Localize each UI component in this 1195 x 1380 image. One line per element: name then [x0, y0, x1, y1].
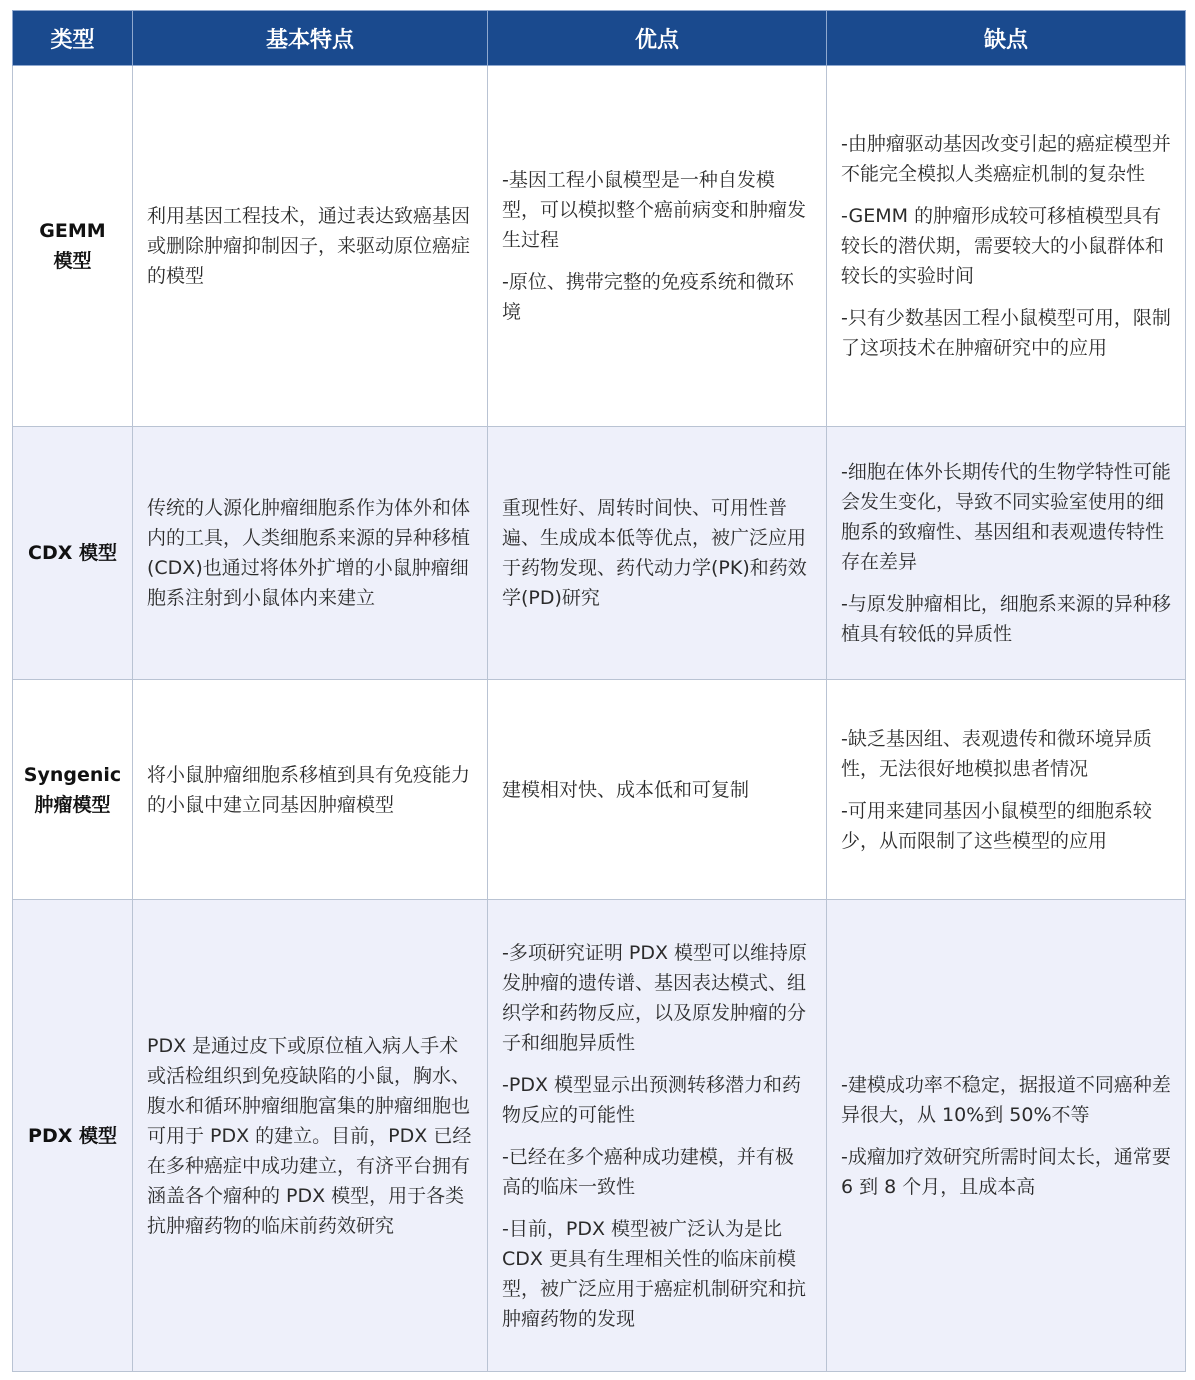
header-pros: 优点: [488, 11, 827, 66]
pro-item: -原位、携带完整的免疫系统和微环境: [502, 271, 794, 323]
con-item: -GEMM 的肿瘤形成较可移植模型具有较长的潜伏期，需要较大的小鼠群体和较长的实验时间: [841, 205, 1165, 287]
cell-pros: [488, 427, 827, 680]
cell-type: CDX 模型: [13, 427, 133, 680]
con-item: -缺乏基因组、表观遗传和微环境异质性，无法很好地模拟患者情况: [841, 727, 1152, 780]
cell-cons: [827, 680, 1186, 900]
con-item: -细胞在体外长期传代的生物学特性可能会发生变化，导致不同实验室使用的细胞系的致瘤性、基因组和表观遗传特性存在差异: [841, 461, 1171, 573]
table-row-syngenic: [13, 680, 1186, 900]
table-row-gemm: [13, 66, 1186, 427]
type-label: Syngenic 肿瘤模型: [23, 763, 122, 816]
cell-basic: [133, 900, 488, 1372]
basic-text: 将小鼠肿瘤细胞系移植到具有免疫能力的小鼠中建立同基因肿瘤模型: [147, 763, 471, 816]
con-item: -可用来建同基因小鼠模型的细胞系较少，从而限制了这些模型的应用: [841, 799, 1152, 852]
header-cons: 缺点: [827, 11, 1186, 66]
cell-pros: [488, 66, 827, 427]
model-comparison-table: [12, 10, 1186, 1372]
header-row: [13, 11, 1186, 66]
cell-basic: [133, 680, 488, 900]
table-row-pdx: [13, 900, 1186, 1372]
header-type: 类型: [13, 11, 133, 66]
con-item: -只有少数基因工程小鼠模型可用，限制了这项技术在肿瘤研究中的应用: [841, 307, 1171, 359]
table-row-cdx: [13, 427, 1186, 680]
con-item: -成瘤加疗效研究所需时间太长，通常要 6 到 8 个月，且成本高: [841, 1145, 1171, 1198]
con-item: -由肿瘤驱动基因改变引起的癌症模型并不能完全模拟人类癌症机制的复杂性: [841, 133, 1171, 185]
basic-text: PDX 是通过皮下或原位植入病人手术或活检组织到免疫缺陷的小鼠，胸水、腹水和循环肿瘤细胞富集的肿瘤细胞也可用于 PDX 的建立。目前，PDX 已经在多种癌症中成功建立，有济平台拥有涵盖各个瘤种的 PDX 模型，用于各类抗肿瘤药物的临床前药效研究: [147, 1034, 472, 1237]
cell-basic: [133, 66, 488, 427]
cell-type: [13, 680, 133, 900]
basic-text: 传统的人源化肿瘤细胞系作为体外和体内的工具，人类细胞系来源的异种移植(CDX)也通过将体外扩增的小鼠肿瘤细胞系注射到小鼠体内来建立: [147, 497, 471, 609]
cell-type: PDX 模型: [13, 900, 133, 1372]
cell-type: [13, 66, 133, 427]
pro-item: -多项研究证明 PDX 模型可以维持原发肿瘤的遗传谱、基因表达模式、组织学和药物反应，以及原发肿瘤的分子和细胞异质性: [502, 941, 808, 1054]
pro-item: 建模相对快、成本低和可复制: [502, 778, 750, 801]
header-basic-features: 基本特点: [133, 11, 488, 66]
pro-item: -基因工程小鼠模型是一种自发模型，可以模拟整个癌前病变和肿瘤发生过程: [502, 169, 807, 251]
con-item: -与原发肿瘤相比，细胞系来源的异种移植具有较低的异质性: [841, 593, 1171, 645]
cell-pros: [488, 900, 827, 1372]
cell-basic: [133, 427, 488, 680]
pro-item: -目前，PDX 模型被广泛认为是比 CDX 更具有生理相关性的临床前模型，被广泛应用于癌症机制研究和抗肿瘤药物的发现: [502, 1217, 807, 1330]
cell-cons: [827, 427, 1186, 680]
pro-item: -已经在多个癌种成功建模，并有极高的临床一致性: [502, 1145, 794, 1198]
con-item: -建模成功率不稳定，据报道不同癌种差异很大，从 10%到 50%不等: [841, 1073, 1171, 1126]
cell-cons: [827, 66, 1186, 427]
cell-pros: [488, 680, 827, 900]
pro-item: 重现性好、周转时间快、可用性普遍、生成成本低等优点，被广泛应用于药物发现、药代动力学(PK)和药效学(PD)研究: [502, 497, 807, 609]
pro-item: -PDX 模型显示出预测转移潜力和药物反应的可能性: [502, 1073, 802, 1126]
type-label: GEMM 模型: [39, 220, 106, 272]
cell-cons: [827, 900, 1186, 1372]
basic-text: 利用基因工程技术，通过表达致癌基因或删除肿瘤抑制因子，来驱动原位癌症的模型: [147, 205, 471, 287]
